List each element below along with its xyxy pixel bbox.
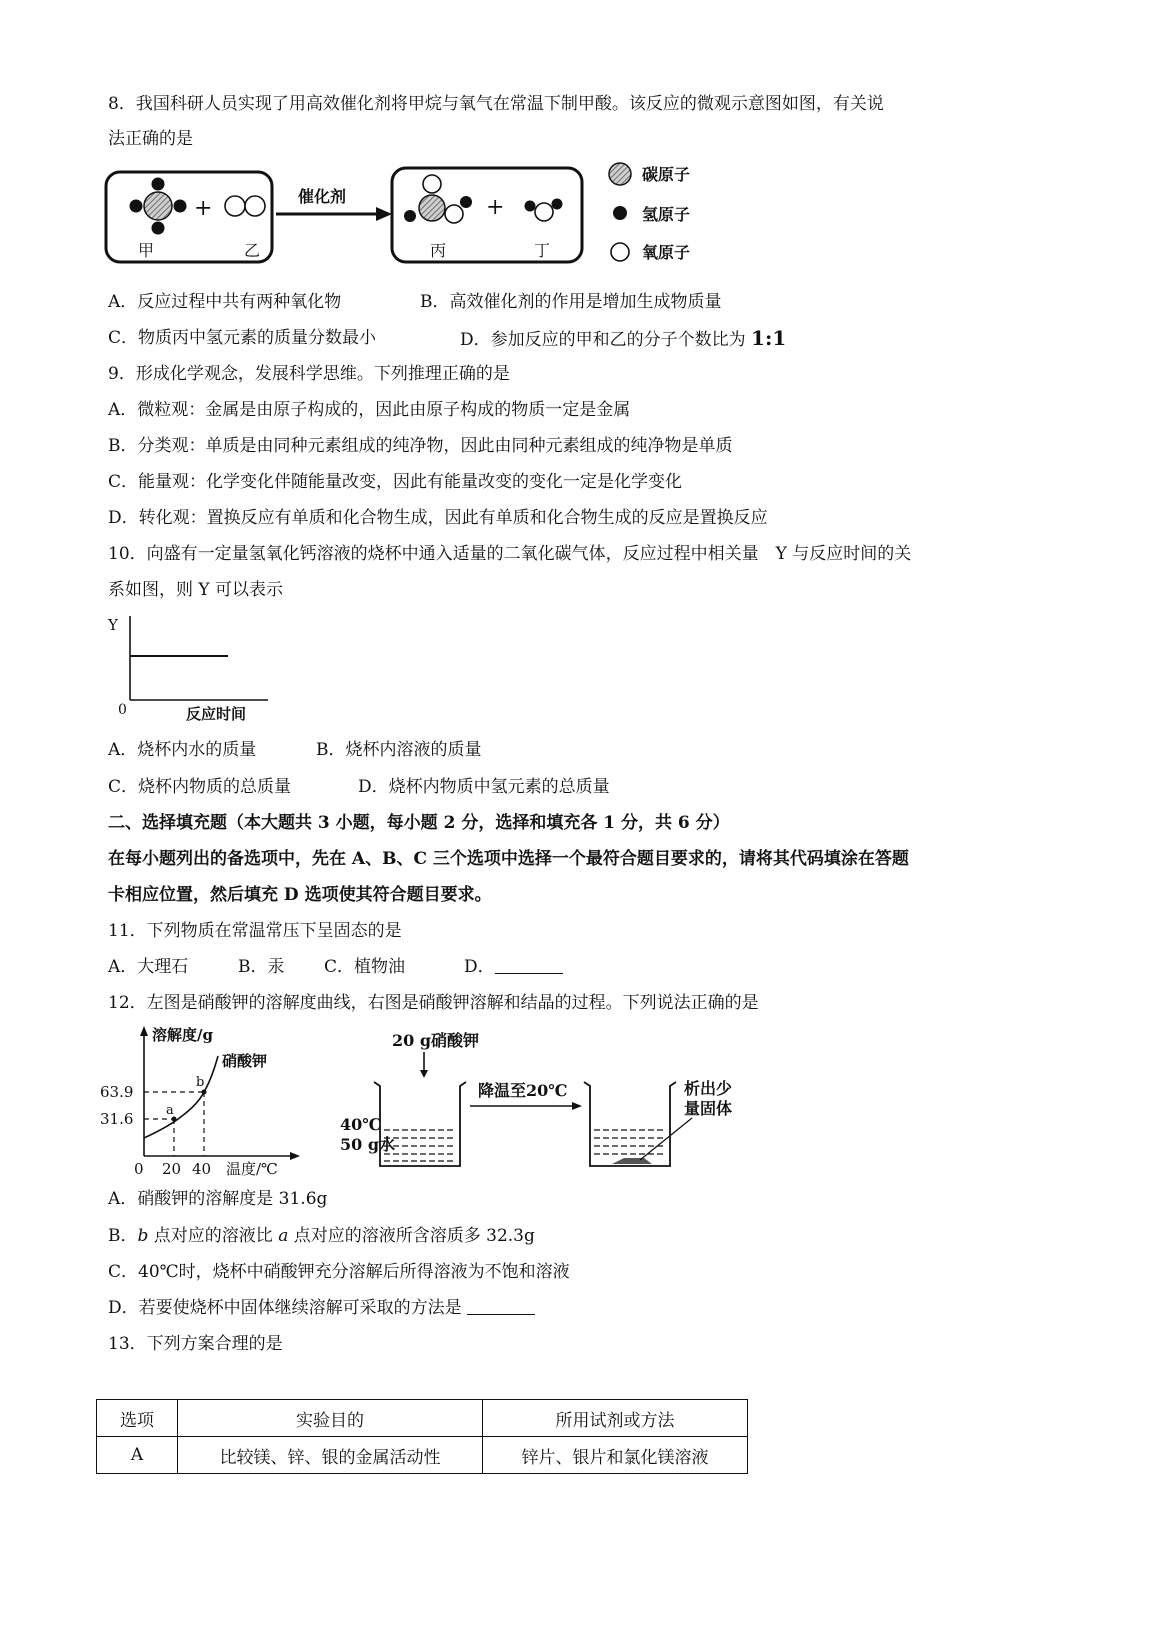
oxygen-molecule [225,196,265,216]
tick-31-6: 31.6 [100,1110,134,1128]
crystallization-process-figure [340,1024,790,1174]
oxygen-legend-icon [611,243,629,261]
q11-option-a: A．大理石 [108,957,189,977]
table-header-row [97,1400,748,1437]
solubility-y-arrow [140,1026,148,1036]
q12-option-d-text: D．若要使烧杯中固体继续溶解可采取的方法是 [108,1298,468,1318]
q12-option-b [108,1224,535,1248]
formic-acid-molecule [404,175,472,223]
q8-stem-line1: 8．我国科研人员实现了用高效催化剂将甲烷与氧气在常温下制甲酸。该反应的微观示意图如图，有关说 [108,94,884,114]
water-label: 50 g水 [340,1135,396,1154]
q11-option-d-label: D． [464,957,495,977]
q12-option-b-post: 点对应的溶液所含溶质多 32.3g [288,1226,535,1246]
beaker-right [584,1082,676,1166]
q12-option-d [108,1296,535,1320]
q12-var-a: a [278,1226,289,1246]
reaction-arrow-head [376,207,392,221]
legend-carbon: 碳原子 [642,165,691,184]
q12-var-b: b [137,1226,149,1246]
q11-stem: 11．下列物质在常温常压下呈固态的是 [108,921,402,941]
q10-option-c: C．烧杯内物质的总质量 [108,777,292,797]
q10-option-d: D．烧杯内物质中氢元素的总质量 [358,777,610,797]
header-purpose: 实验目的 [178,1400,483,1437]
graph-origin: 0 [118,702,127,718]
q8-option-d-text: D．参加反应的甲和乙的分子个数比为 [460,330,752,350]
q10-stem-line2: 系如图，则 Y 可以表示 [108,580,284,600]
q13-stem: 13．下列方案合理的是 [108,1334,283,1354]
q12-answer-blank [467,1298,535,1315]
label-jia: 甲 [138,241,155,260]
q8-option-c: C．物质丙中氢元素的质量分数最小 [108,328,377,348]
catalyst-label: 催化剂 [298,187,347,206]
water-molecule [525,199,563,222]
q8-option-a: A．反应过程中共有两种氧化物 [108,292,342,312]
tick-x-0: 0 [134,1160,144,1176]
precipitate-solid [612,1158,652,1164]
atom-legend [609,163,690,262]
solubility-x-label: 温度/℃ [226,1160,278,1176]
q9-option-c: C．能量观：化学变化伴随能量改变，因此有能量改变的变化一定是化学变化 [108,472,683,492]
graph-x-label: 反应时间 [186,705,247,722]
q12-option-b-prefix: B． [108,1226,138,1246]
legend-hydrogen: 氢原子 [642,205,691,224]
row-a-purpose: 比较镁、锌、银的金属活动性 [178,1437,483,1474]
y-vs-time-graph [100,610,280,722]
solubility-y-label: 溶解度/g [152,1026,213,1044]
legend-oxygen: 氧原子 [642,243,691,262]
point-b [202,1090,207,1095]
graph-y-label: Y [108,616,118,634]
q11-option-c: C．植物油 [324,957,406,977]
solute-label: 20 g硝酸钾 [392,1031,480,1050]
q8-stem-line2: 法正确的是 [108,129,193,149]
q13-options-table [96,1399,748,1474]
q8-option-d [460,326,786,352]
temp-label: 40℃ [340,1115,382,1134]
point-b-label: b [196,1075,205,1090]
q10-option-a: A．烧杯内水的质量 [108,740,257,760]
label-yi: 乙 [244,241,261,260]
row-a-method: 锌片、银片和氯化镁溶液 [483,1437,748,1474]
carbon-legend-icon [609,163,631,185]
solute-arrow-head [420,1070,428,1078]
q12-option-b-mid: 点对应的溶液比 [148,1226,279,1246]
q11-answer-blank [495,957,563,974]
q11-option-b: B．汞 [238,957,285,977]
q8-option-b: B．高效催化剂的作用是增加生成物质量 [420,292,722,312]
q12-option-c: C．40℃时，烧杯中硝酸钾充分溶解后所得溶液为不饱和溶液 [108,1262,570,1282]
hydrogen-legend-icon [613,206,627,220]
potassium-nitrate-curve [144,1056,218,1138]
q8-ratio: 1:1 [751,326,787,350]
solubility-curve-figure [100,1022,310,1176]
q9-option-b: B．分类观：单质是由同种元素组成的纯净物，因此由同种元素组成的纯净物是单质 [108,436,733,456]
section2-title: 二、选择填充题（本大题共 3 小题，每小题 2 分，选择和填充各 1 分，共 6 分） [108,813,730,833]
q11-option-d [464,955,563,979]
tick-63-9: 63.9 [100,1083,134,1101]
cooling-label: 降温至20℃ [478,1081,568,1100]
q12-stem: 12．左图是硝酸钾的溶解度曲线，右图是硝酸钾溶解和结晶的过程。下列说法正确的是 [108,993,759,1013]
tick-x-40: 40 [192,1160,212,1176]
methane-molecule [130,178,187,235]
result-label-line2: 量固体 [684,1099,733,1118]
point-a-label: a [166,1103,174,1118]
result-label-line1: 析出少 [684,1079,733,1098]
precipitate-pointer [640,1118,692,1160]
section2-instruction-line2: 卡相应位置，然后填充 D 选项使其符合题目要求。 [108,885,492,905]
table-row [97,1437,748,1474]
section2-instruction-line1: 在每小题列出的备选项中，先在 A、B、C 三个选项中选择一个最符合题目要求的，请将其代码填涂在答题 [108,849,909,869]
header-method: 所用试剂或方法 [483,1400,748,1437]
solubility-series-label: 硝酸钾 [222,1052,268,1070]
header-option: 选项 [97,1400,178,1437]
label-ding: 丁 [534,241,551,260]
q10-stem-line1: 10．向盛有一定量氢氧化钙溶液的烧杯中通入适量的二氧化碳气体，反应过程中相关量 Y 与反应时间的关 [108,544,912,564]
tick-x-20: 20 [162,1160,182,1176]
reaction-micro-diagram [100,162,740,270]
label-bing: 丙 [430,241,447,260]
plus-sign-left: + [194,196,213,221]
q12-option-a: A．硝酸钾的溶解度是 31.6g [108,1189,328,1209]
q10-option-b: B．烧杯内溶液的质量 [316,740,482,760]
q9-option-a: A．微粒观：金属是由原子构成的，因此由原子构成的物质一定是金属 [108,400,631,420]
cooling-arrow-head [572,1102,582,1110]
row-a-option: A [97,1437,178,1474]
solubility-x-arrow [290,1152,300,1160]
q9-stem: 9．形成化学观念，发展科学思维。下列推理正确的是 [108,364,510,384]
plus-sign-right: + [486,195,505,220]
q9-option-d: D．转化观：置换反应有单质和化合物生成，因此有单质和化合物生成的反应是置换反应 [108,508,768,528]
